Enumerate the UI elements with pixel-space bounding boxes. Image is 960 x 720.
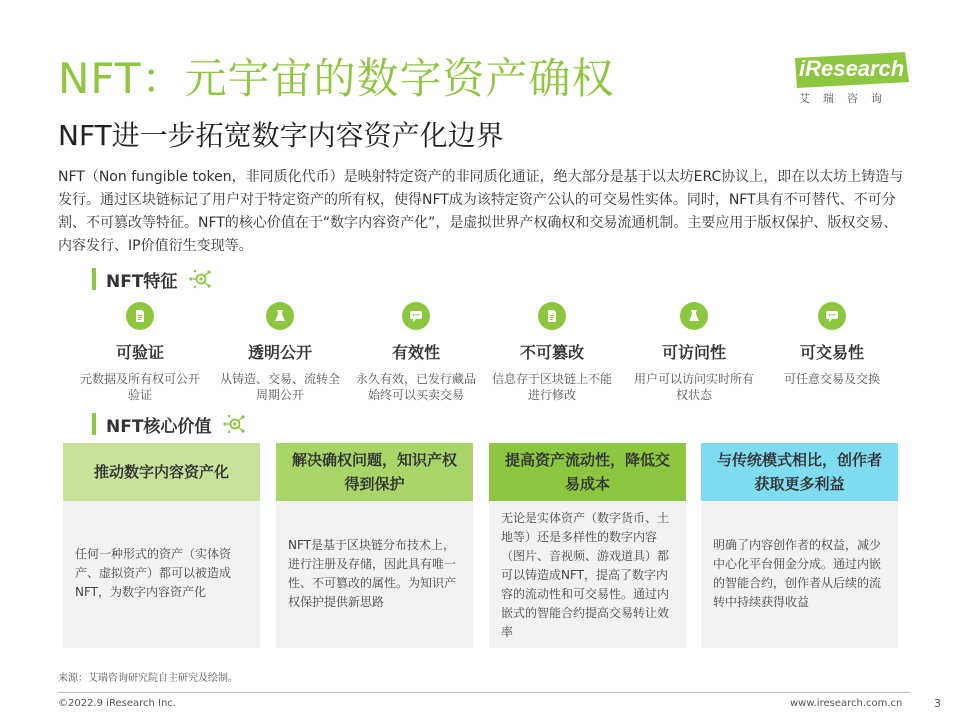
value-card: [489, 443, 686, 648]
value-section-title: NFT核心价值: [106, 416, 212, 437]
feature-tradable: [764, 302, 900, 387]
page-title: NFT：元宇宙的数字资产确权: [58, 54, 615, 103]
intro-paragraph: NFT（Non fungible token，非同质化代币）是映射特定资产的非同质化通证，绝大部分是基于以太坊ERC协议上，即在以太坊上铸造与发行。通过区块链标记了用户对于特定资产的所有权，使得NFT成为该特定资产公认的可交易性实体。同时，NFT具有不可替代、不可分割、不可篡改等特征。NFT的核心价值在于“数字内容资产化”，是虚拟世界产权确权和交易流通机制。主要应用于版权保护、版权交易、内容发行、IP价值衍生变现等。: [58, 169, 904, 254]
chat-icon: [402, 302, 430, 330]
value-card-body: NFT是基于区块链分布技术上，进行注册及存储，因此具有唯一性、不可篡改的属性。为知识产权保护提供新思路: [288, 538, 457, 609]
feature-desc: 用户可以访问实时所有权状态: [633, 372, 754, 402]
feature-accessible: [626, 302, 762, 403]
feature-name: 可访问性: [661, 343, 726, 362]
document-icon: [538, 302, 566, 330]
feature-desc: 从铸造、交易、流转全周期公开: [219, 372, 340, 402]
logo-cn-text: 艾瑞咨询: [799, 92, 895, 105]
value-card: [63, 443, 260, 648]
network-icon: [187, 268, 213, 290]
iresearch-logo: [793, 52, 911, 108]
value-card: [701, 443, 898, 648]
footer-divider: [58, 692, 910, 693]
flask-icon: [680, 302, 708, 330]
feature-name: 不可篡改: [519, 343, 584, 362]
page-number: 3: [934, 697, 941, 710]
section-accent-bar: [92, 413, 96, 435]
copyright: ©2022.9 iResearch Inc.: [58, 698, 176, 709]
feature-validity: [348, 302, 484, 403]
feature-name: 透明公开: [247, 343, 312, 362]
feature-name: 可验证: [115, 343, 164, 362]
chat-icon: [818, 302, 846, 330]
logo-text: iResearch: [799, 56, 905, 81]
features-section-header: [92, 267, 213, 291]
page-subtitle: NFT进一步拓宽数字内容资产化边界: [58, 119, 504, 152]
section-accent-bar: [92, 268, 96, 290]
value-card: [276, 443, 473, 648]
network-icon: [221, 413, 247, 435]
feature-transparent: [212, 302, 348, 403]
feature-desc: 可任意交易及交换: [783, 372, 880, 386]
value-card-body: 无论是实体资产（数字货币、土地等）还是多样性的数字内容（图片、音视频、游戏道具）都可以铸造成NFT，提高了数字内容的流动性和可交易性。通过内嵌式的智能合约提高交易转让效率: [501, 511, 670, 639]
feature-immutable: [484, 302, 620, 403]
value-card-title: 推动数字内容资产化: [63, 443, 260, 501]
feature-desc: 永久有效，已发行藏品始终可以买卖交易: [355, 372, 476, 402]
feature-verifiable: [72, 302, 208, 403]
source-note: 来源：艾瑞咨询研究院自主研究及绘制。: [58, 673, 238, 684]
feature-name: 可交易性: [799, 343, 864, 362]
value-card-body: 任何一种形式的资产（实体资产、虚拟资产）都可以被造成NFT，为数字内容资产化: [75, 547, 232, 599]
value-card-body: 明确了内容创作者的权益，减少中心化平台佣金分成。通过内嵌的智能合约，创作者从后续的流转中持续获得收益: [713, 538, 882, 609]
feature-desc: 元数据及所有权可公开验证: [79, 372, 200, 402]
flask-icon: [266, 302, 294, 330]
features-section-title: NFT特征: [106, 271, 178, 292]
value-card-title: 与传统模式相比，创作者获取更多利益: [701, 443, 898, 501]
document-icon: [126, 302, 154, 330]
feature-desc: 信息存于区块链上不能进行修改: [491, 372, 612, 402]
website-url: www.iresearch.com.cn: [790, 698, 903, 709]
value-card-title: 解决确权问题，知识产权得到保护: [276, 443, 473, 501]
feature-name: 有效性: [391, 343, 440, 362]
value-card-title: 提高资产流动性，降低交易成本: [489, 443, 686, 501]
value-section-header: [92, 412, 247, 436]
